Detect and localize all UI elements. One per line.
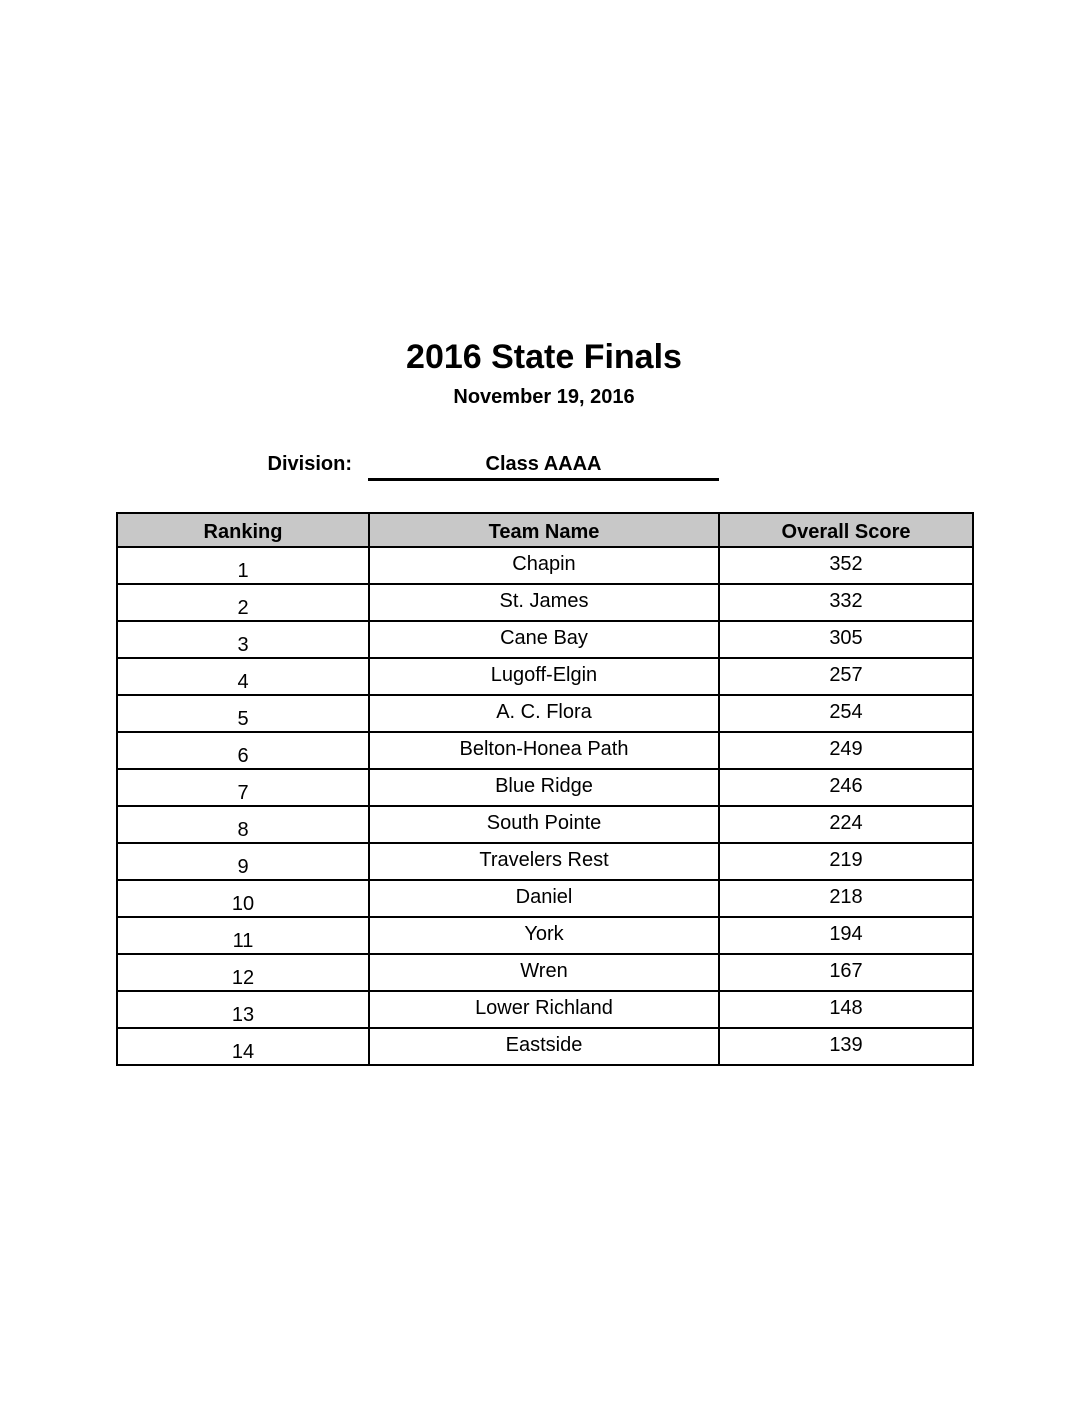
score-cell: 139 [719,1028,973,1065]
division-value: Class AAAA [368,451,719,481]
score-cell: 218 [719,880,973,917]
score-cell: 249 [719,732,973,769]
team-name-cell: York [369,917,719,954]
ranking-cell: 5 [117,695,369,732]
ranking-cell: 6 [117,732,369,769]
score-cell: 257 [719,658,973,695]
table-row [117,658,973,695]
table-row [117,621,973,658]
team-name-cell: St. James [369,584,719,621]
table-header-row [117,513,973,547]
team-name-cell: South Pointe [369,806,719,843]
table-row [117,1028,973,1065]
ranking-cell: 10 [117,880,369,917]
team-name-cell: Blue Ridge [369,769,719,806]
score-cell: 219 [719,843,973,880]
team-name-cell: Eastside [369,1028,719,1065]
ranking-cell: 12 [117,954,369,991]
table-row [117,547,973,584]
ranking-cell: 13 [117,991,369,1028]
score-cell: 332 [719,584,973,621]
score-cell: 246 [719,769,973,806]
ranking-cell: 14 [117,1028,369,1065]
score-cell: 167 [719,954,973,991]
column-header-overall-score: Overall Score [719,513,973,547]
table-row [117,843,973,880]
division-label: Division: [267,453,352,475]
table-row [117,769,973,806]
ranking-cell: 11 [117,917,369,954]
team-name-cell: Lugoff-Elgin [369,658,719,695]
column-header-ranking: Ranking [117,513,369,547]
ranking-cell: 1 [117,547,369,584]
team-name-cell: Lower Richland [369,991,719,1028]
score-cell: 148 [719,991,973,1028]
results-table [116,512,974,1066]
table-row [117,806,973,843]
table-row [117,880,973,917]
table-row [117,991,973,1028]
score-cell: 254 [719,695,973,732]
page-title: 2016 State Finals [406,338,682,376]
ranking-cell: 9 [117,843,369,880]
table-row [117,584,973,621]
ranking-cell: 8 [117,806,369,843]
score-cell: 194 [719,917,973,954]
score-cell: 224 [719,806,973,843]
event-date: November 19, 2016 [453,386,635,408]
team-name-cell: Daniel [369,880,719,917]
team-name-cell: A. C. Flora [369,695,719,732]
team-name-cell: Travelers Rest [369,843,719,880]
table-row [117,954,973,991]
team-name-cell: Belton-Honea Path [369,732,719,769]
team-name-cell: Cane Bay [369,621,719,658]
ranking-cell: 4 [117,658,369,695]
score-cell: 352 [719,547,973,584]
table-row [117,917,973,954]
table-row [117,695,973,732]
team-name-cell: Chapin [369,547,719,584]
score-cell: 305 [719,621,973,658]
column-header-team-name: Team Name [369,513,719,547]
table-row [117,732,973,769]
team-name-cell: Wren [369,954,719,991]
ranking-cell: 3 [117,621,369,658]
ranking-cell: 2 [117,584,369,621]
ranking-cell: 7 [117,769,369,806]
